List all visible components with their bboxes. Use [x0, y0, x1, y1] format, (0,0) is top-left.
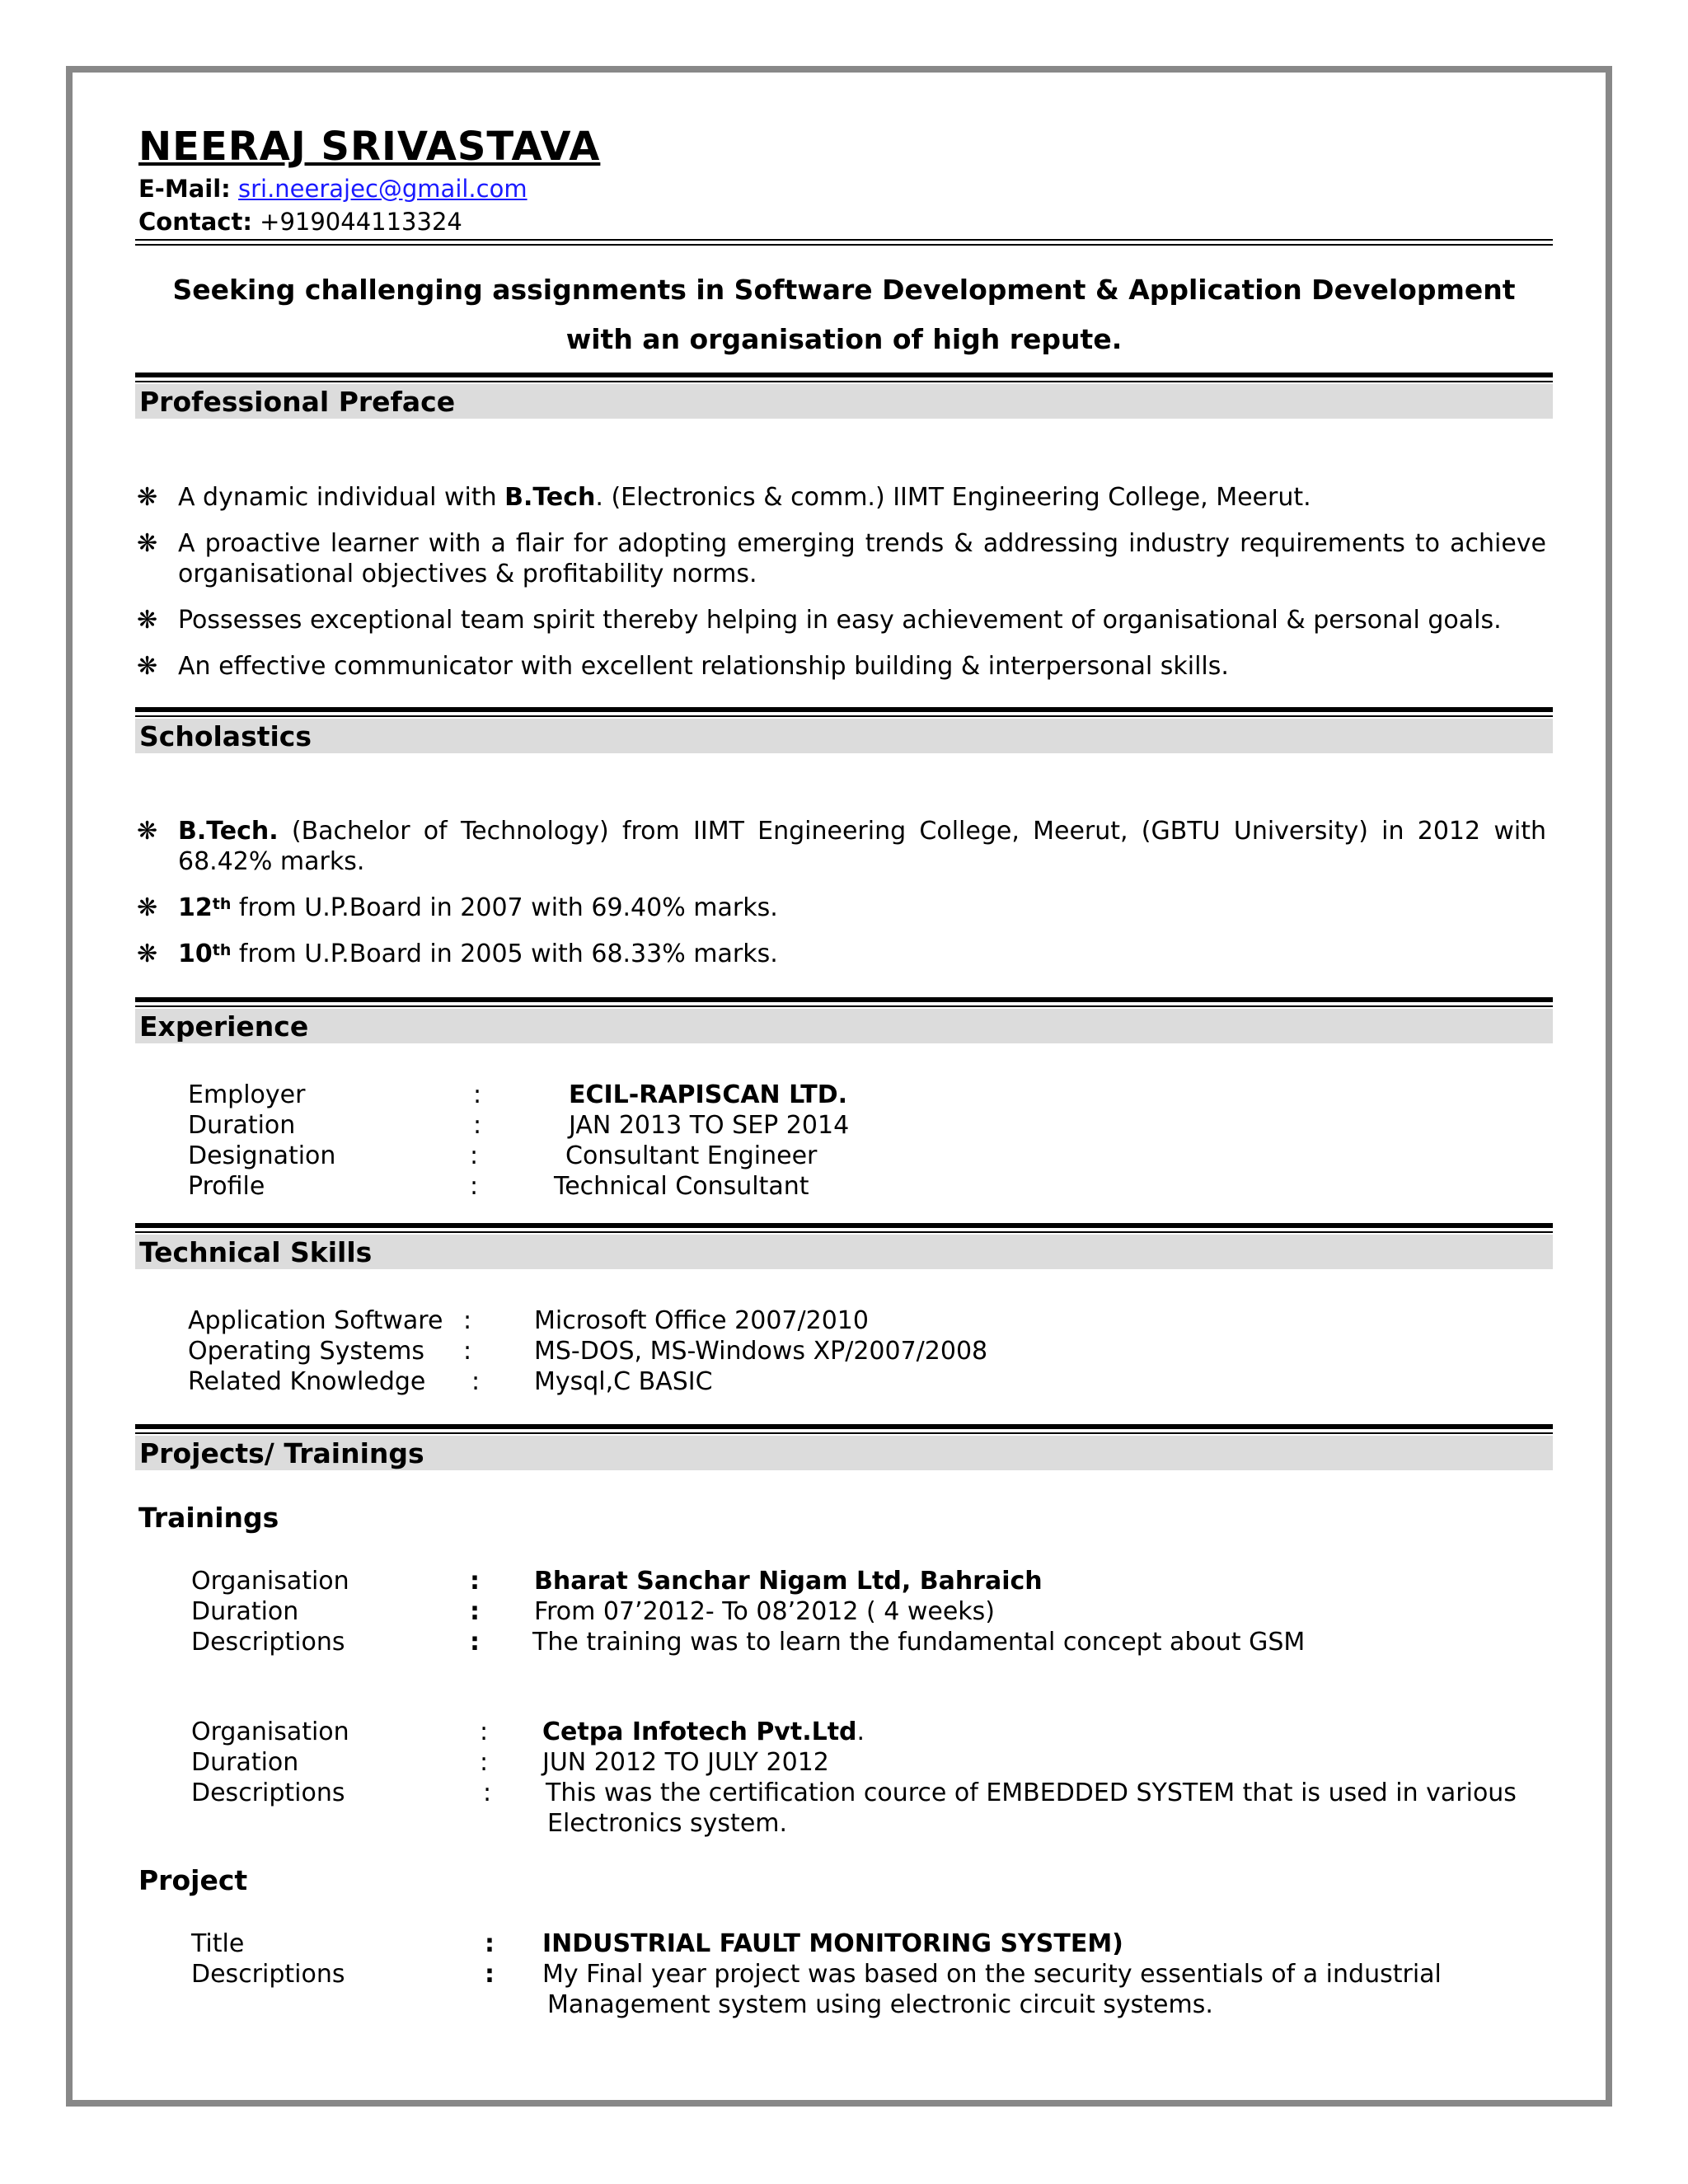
experience-table: [188, 1080, 1342, 1202]
table-row: Title : INDUSTRIAL FAULT MONITORING SYSTEM): [191, 1929, 1123, 1958]
table-row: Electronics system.: [547, 1809, 788, 1838]
list-item: ❋ An effective communicator with excellent relationship building & interpersonal skills.: [137, 652, 1229, 681]
email-line: [138, 175, 528, 203]
table-row: Organisation : Cetpa Infotech Pvt.Ltd.: [191, 1718, 865, 1746]
email-link[interactable]: sri.neerajec@gmail.com: [237, 175, 528, 203]
list-item: ❋ A proactive learner with a flair for adopting emerging trends & addressing industry requirements to achieve organisational objectives & profitability norms.: [137, 529, 1546, 588]
table-row: Profile : Technical Consultant: [188, 1172, 809, 1201]
preface-list: [135, 482, 1546, 697]
table-row: Duration : JUN 2012 TO JULY 2012: [191, 1748, 829, 1777]
table-row: Application Software : Microsoft Office 2007/2010: [188, 1306, 869, 1335]
section-title: Professional Preface: [135, 384, 1553, 419]
table-row: Descriptions : The training was to learn the fundamental concept about GSM: [191, 1628, 1306, 1657]
list-item: ❋ Possesses exceptional team spirit thereby helping in easy achievement of organisational & personal goals.: [137, 606, 1502, 635]
table-row: Employer : ECIL-RAPISCAN LTD.: [188, 1080, 848, 1109]
table-row: Related Knowledge : Mysql,C BASIC: [188, 1367, 713, 1396]
bullet-icon: ❋: [137, 483, 158, 512]
email-label: E-Mail:: [138, 175, 231, 203]
header-rule-top: [135, 239, 1553, 241]
trainings-subheading: Trainings: [138, 1502, 279, 1534]
training-2-table: [191, 1717, 1551, 1839]
candidate-name: NEERAJ SRIVASTAVA: [138, 124, 601, 170]
contact-label: Contact:: [138, 208, 252, 236]
list-item: ❋ B.Tech. (Bachelor of Technology) from IIMT Engineering College, Meerut, (GBTU University) in 2012 with 68.42% marks.: [137, 817, 1546, 876]
bullet-icon: ❋: [137, 817, 158, 846]
objective-line-2: with an organisation of high repute.: [565, 323, 1123, 355]
project-subheading: Project: [138, 1864, 248, 1896]
bullet-icon: ❋: [137, 606, 158, 635]
table-row: Duration : JAN 2013 TO SEP 2014: [188, 1111, 850, 1140]
contact-number: +919044113324: [260, 208, 462, 236]
section-experience-header: [135, 997, 1553, 1043]
table-row: Management system using electronic circuit systems.: [547, 1990, 1213, 2019]
objective-line-1: Seeking challenging assignments in Software Development & Application Development: [172, 274, 1516, 306]
contact-line: [138, 208, 462, 236]
section-title: Projects/ Trainings: [135, 1436, 1553, 1470]
table-row: Operating Systems : MS-DOS, MS-Windows XP/2007/2008: [188, 1337, 988, 1366]
table-row: Organisation : Bharat Sanchar Nigam Ltd, Bahraich: [191, 1567, 1043, 1596]
list-item: ❋ 12th from U.P.Board in 2007 with 69.40% marks.: [137, 893, 778, 922]
section-title: Scholastics: [135, 719, 1553, 753]
bullet-icon: ❋: [137, 940, 158, 968]
section-title: Technical Skills: [135, 1235, 1553, 1269]
table-row: Designation : Consultant Engineer: [188, 1141, 818, 1170]
bullet-icon: ❋: [137, 652, 158, 681]
list-item: ❋ A dynamic individual with B.Tech. (Electronics & comm.) IIMT Engineering College, Meerut.: [137, 483, 1311, 512]
header-rule-bottom: [135, 244, 1553, 246]
training-1-table: [191, 1566, 1551, 1657]
skills-table: [188, 1305, 1342, 1397]
list-item: ❋ 10th from U.P.Board in 2005 with 68.33% marks.: [137, 940, 778, 968]
table-row: Duration : From 07’2012- To 08’2012 ( 4 weeks): [191, 1597, 996, 1626]
project-table: [191, 1929, 1551, 2020]
table-row: Descriptions : This was the certification cource of EMBEDDED SYSTEM that is used in various: [191, 1779, 1517, 1807]
section-title: Experience: [135, 1009, 1553, 1043]
section-projects-header: [135, 1424, 1553, 1470]
bullet-icon: ❋: [137, 529, 158, 558]
scholastics-list: [135, 816, 1546, 985]
table-row: Descriptions : My Final year project was based on the security essentials of a industrial: [191, 1960, 1442, 1989]
section-preface-header: [135, 373, 1553, 419]
bullet-icon: ❋: [137, 893, 158, 922]
section-skills-header: [135, 1223, 1553, 1269]
section-scholastics-header: [135, 707, 1553, 753]
